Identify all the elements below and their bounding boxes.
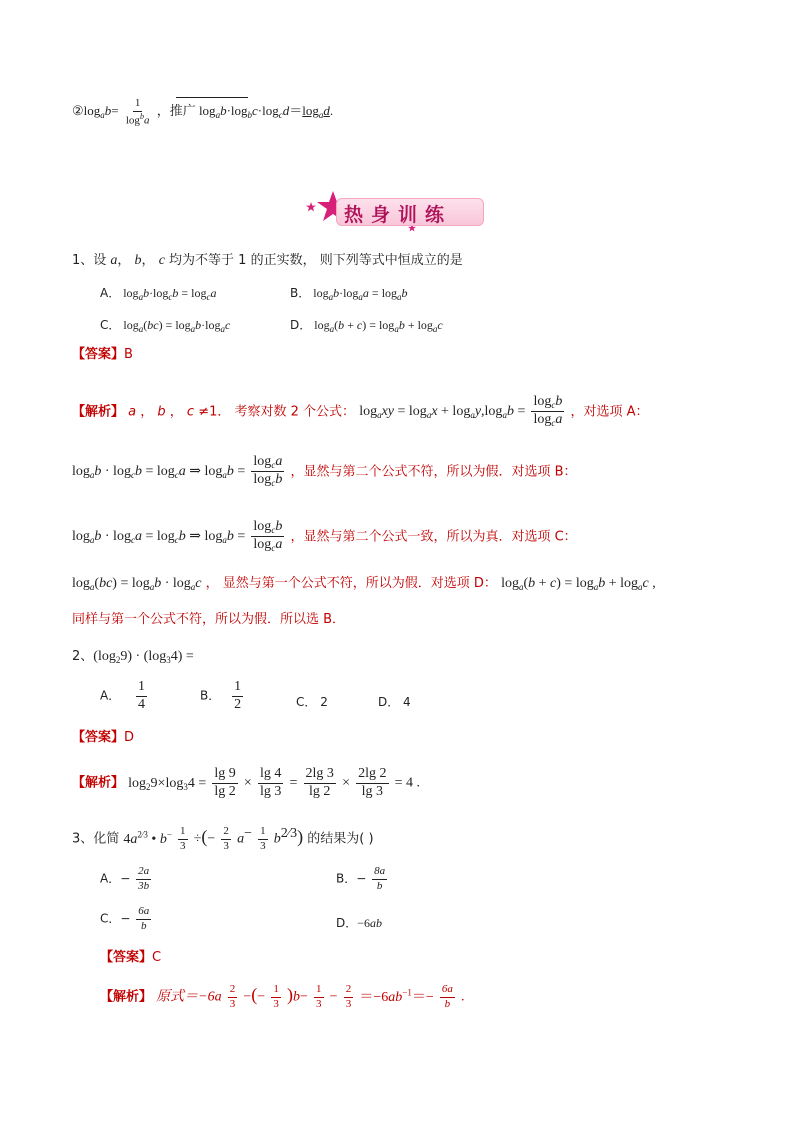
q3-option-c: C．− $\frac{6a}{b}$ xyxy=(100,905,150,932)
q1-option-d: D． $\log_a(b + c) = \log_ab + \log_ac$ xyxy=(290,318,443,334)
small-star-icon xyxy=(306,202,316,212)
q1-answer: 【答案】B xyxy=(72,347,133,362)
q2-answer: 【答案】D xyxy=(72,730,135,745)
q1-option-b: B． $\log_ab\cdot\log_aa = \log_ab$ xyxy=(290,286,408,302)
q2-option-b: B． $\frac{1}{2}$ xyxy=(200,679,242,712)
q1-stem: 1、设 a， b， c 均为不等于 1 的正实数， 则下列等式中恒成立的是 xyxy=(72,253,463,268)
q3-stem: 3、化简 $4a^{2⁄3}$ • b− $\frac{1}{3}$ ÷(− $\frac{2}{3}$ a− $\frac{1}{3}$ $b^{2⁄3}$) 的结果为( ) xyxy=(72,825,374,852)
log-change-of-base-formula: $②\log_ab=$ $\frac{1}{\log^ba}$ ，推广 $\log_ab\cdot\log_bc\cdot\log_cd=\log_ad$. xyxy=(72,97,334,127)
q3-answer: 【答案】C xyxy=(100,950,162,965)
q1-option-c: C． $\log_a(bc) = \log_ab\cdot\log_ac$ xyxy=(100,318,231,334)
q1-analysis-line4: $\log_a(bc) = \log_ab \cdot \log_ac$ ， 显然与第一个公式不符，所以为假．对选项 D： $\log_a(b + c) = \log_ab + \log_ac$ , xyxy=(72,576,656,592)
q2-option-c: C． 2 xyxy=(296,695,328,709)
q2-option-a: A． $\frac{1}{4}$ xyxy=(100,679,146,712)
q1-option-a: A． $\log_ab\cdot\log_cb = \log_ca$ xyxy=(100,286,217,302)
q3-analysis: 【解析】 原式＝−6a $\frac{2}{3}$ −(− $\frac{1}{3}$ )b− $\frac{1}{3}$ − $\frac{2}{3}$ $=-6ab^{-1}=-$ $\frac{6a}{b}$ . xyxy=(100,983,465,1010)
q2-stem: 2、$(\log_29) \cdot (\log_34)$ = xyxy=(72,649,194,665)
q2-option-d: D． 4 xyxy=(378,695,411,709)
q3-option-a: A．− $\frac{2a}{3b}$ xyxy=(100,865,150,892)
q3-option-b: B．− $\frac{8a}{b}$ xyxy=(336,865,386,892)
q1-analysis-line5: 同样与第一个公式不符，所以为假．所以选 B． xyxy=(72,612,346,627)
q1-analysis-line3: $\log_ab \cdot \log_ca = \log_cb$ ⇒ $\log_ab$ = $\frac{\log_cb}{\log_ca}$ ，显然与第二个公式一致，所以为真．对选项 C： xyxy=(72,519,577,554)
blank-line xyxy=(176,97,248,98)
section-title: 热身训练 xyxy=(344,204,453,226)
q3-option-d: D．−6ab xyxy=(336,916,383,930)
section-title-banner xyxy=(310,194,484,228)
q2-analysis: 【解析】 $\log_29\times\log_34$ = $\frac{\lg 9}{\lg 2}$ × $\frac{\lg 4}{\lg 3}$ = $\frac{2\lg 3}{\lg 2}$ × $\frac{2\lg 2}{\lg 3}$ = 4 . xyxy=(72,766,421,799)
q1-analysis-line1: 【解析】 a ， b ， c ≠1． 考察对数 2 个公式： $\log_axy = \log_ax + \log_ay,\log_ab$ = $\frac{\log_cb}{\log_ca}$ ，对选项 A： xyxy=(72,394,649,429)
q1-analysis-line2: $\log_ab \cdot \log_cb = \log_ca$ ⇒ $\log_ab$ = $\frac{\log_ca}{\log_cb}$ ，显然与第二个公式不符，所以为假．对选项 B： xyxy=(72,454,577,489)
